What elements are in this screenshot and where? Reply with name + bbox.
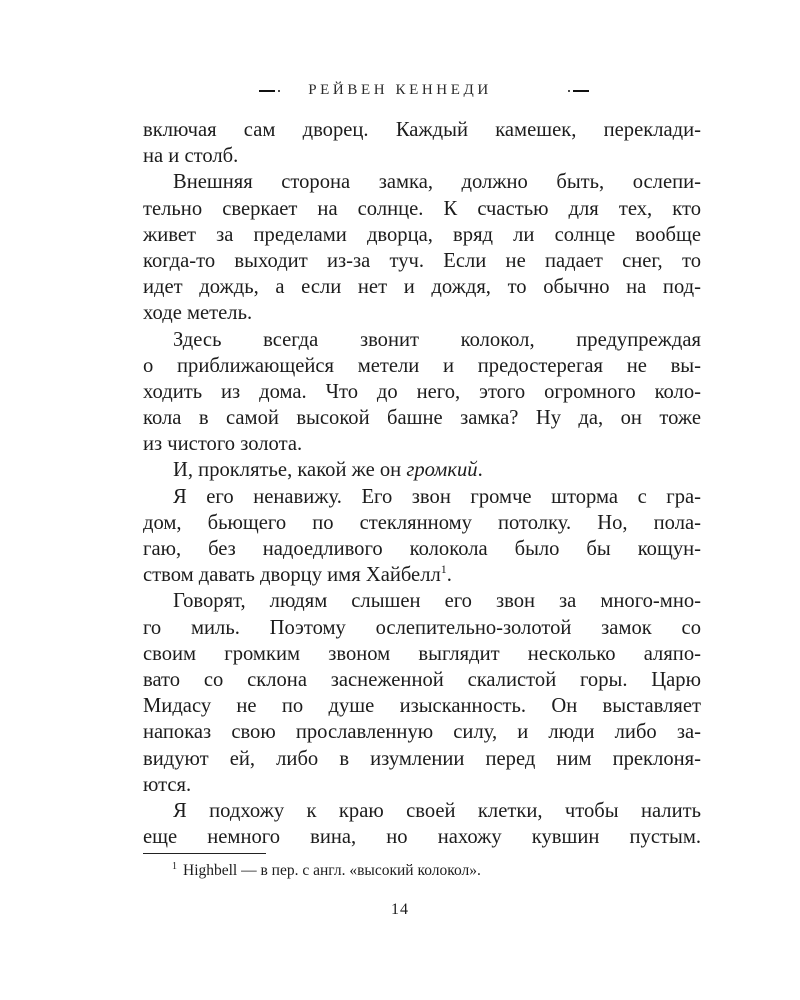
page-number: 14 [391,901,409,918]
text-segment: . [446,564,452,587]
text-segment: И, проклятье, какой же он [173,459,407,482]
text-line: видуют ей, либо в изумлении перед ним преклоня- [143,747,701,770]
text-line: тельно сверкает на солнце. К счастью для тех, кто [143,197,701,220]
text-line: гаю, без надоедливого колокола было бы кощун- [143,538,701,560]
text-line: о приближающейся метели и предостерегая не вы- [143,354,701,377]
footnote-divider [143,853,266,854]
text-line: го миль. Поэтому ослепительно-золотой замок со [143,616,701,639]
text-line: Внешняя сторона замка, должно быть, ослепи- [173,171,701,194]
text-line: когда-то выходит из-за туч. Если не падает снег, то [143,249,701,272]
body-text [143,117,701,850]
text-line: идет дождь, а если нет и дождя, то обычно на под- [143,276,701,299]
text-line: своим громким звоном выглядит несколько аляпо- [143,642,701,665]
italic-emphasis: громкий [406,459,478,482]
text-line: вато со склона заснеженной скалистой горы. Царю [143,668,701,691]
text-line: ходить из дома. Что до него, этого огромного коло- [143,380,701,403]
footnote-text: Highbell — в пер. с англ. «высокий колокол». [183,862,481,879]
text-line: на и столб. [143,145,239,168]
text-line: Мидасу не по душе изысканность. Он выставляет [143,695,701,718]
text-line: Здесь всегда звонит колокол, предупреждая [173,328,701,351]
right-ornament-icon [568,89,592,93]
text-segment: . [477,459,483,482]
running-head [0,78,800,102]
text-line: включая сам дворец. Каждый камешек, переклади- [143,119,701,141]
text-line: напоказ свою прославленную силу, и люди либо за- [143,721,701,744]
text-line: Я подхожу к краю своей клетки, чтобы налить [173,799,701,822]
text-line: кола в самой высокой башне замка? Ну да, он тоже [143,407,701,430]
text-line: живет за пределами дворца, вряд ли солнце вообще [143,223,701,246]
footnote-marker: 1 [172,860,177,872]
text-line: ходе метель. [143,302,253,325]
left-ornament-icon [259,89,283,93]
text-line: Говорят, людям слышен его звон за много-мно- [173,590,701,613]
text-line [143,457,701,483]
text-line: дом, бьющего по стеклянному потолку. Но, пола- [143,511,701,534]
text-segment: ством давать дворцу имя Хайбелл [143,564,441,587]
text-line: ются. [143,773,192,796]
text-line: из чистого золота. [143,433,303,456]
text-line: Я его ненавижу. Его звон громче шторма с гра- [173,485,701,508]
footnote-reference: 1 [440,562,447,577]
text-line [143,562,701,588]
author-name: РЕЙВЕН КЕННЕДИ [308,82,492,98]
footnote [172,861,481,881]
text-line: еще немного вина, но нахожу кувшин пустым. [143,826,701,849]
